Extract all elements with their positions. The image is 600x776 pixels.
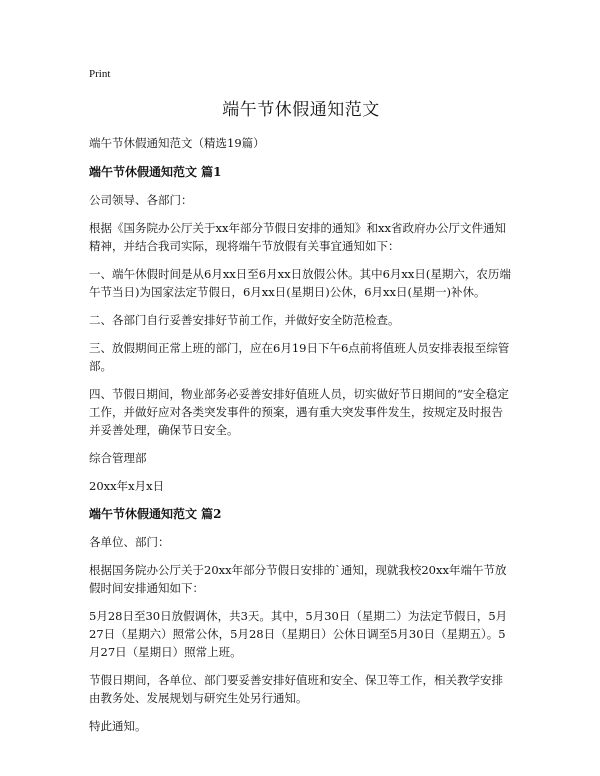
paragraph: 公司领导、各部门： bbox=[89, 193, 193, 207]
signature-department: 综合管理部 bbox=[89, 451, 147, 465]
signature-date: 20xx年x月x日 bbox=[89, 479, 165, 493]
section-2 bbox=[89, 505, 513, 735]
section-1 bbox=[89, 163, 513, 495]
paragraph: 特此通知。 bbox=[89, 719, 147, 733]
section-heading: 端午节休假通知范文 篇2 bbox=[89, 507, 222, 521]
paragraph: 各单位、部门： bbox=[89, 535, 170, 549]
document-subtitle: 端午节休假通知范文（精选19篇） bbox=[89, 136, 265, 150]
section-heading: 端午节休假通知范文 篇1 bbox=[89, 165, 222, 179]
print-label: Print bbox=[89, 68, 111, 80]
paragraph: 二、各部门自行妥善安排好节前工作，并做好安全防范检查。 bbox=[89, 313, 400, 327]
document-page bbox=[89, 66, 513, 745]
paragraph: 节假日期间，各单位、部门要妥善安排好值班和安全、保卫等工作，相关教学安排由教务处、发展规划与研究生处另行通知。 bbox=[89, 673, 503, 705]
paragraph: 根据《国务院办公厅关于xx年部分节假日安排的通知》和xx省政府办公厅文件通知精神，并结合我司实际，现将端午节放假有关事宜通知如下： bbox=[89, 221, 506, 253]
paragraph: 四、节假日期间，物业部务必妥善安排好值班人员，切实做好节日期间的“安全稳定工作，并做好应对各类突发事件的预案，遇有重大突发事件发生，按规定及时报告并妥善处理，确保节日安全。 bbox=[89, 387, 509, 437]
document-title: 端午节休假通知范文 bbox=[222, 100, 380, 120]
paragraph: 根据国务院办公厅关于20xx年部分节假日安排的`通知，现就我校20xx年端午节放假时间安排通知如下： bbox=[89, 563, 507, 595]
paragraph: 三、放假期间正常上班的部门，应在6月19日下午6点前将值班人员安排表报至综管部。 bbox=[89, 341, 510, 373]
paragraph: 5月28日至30日放假调休，共3天。其中，5月30日（星期二）为法定节假日，5月27日（星期六）照常公休，5月28日（星期日）公休日调至5月30日（星期五）。5月27日（星期日）照常上班。 bbox=[89, 609, 508, 659]
paragraph: 一、端午休假时间是从6月xx日至6月xx日放假公休。其中6月xx日(星期六，农历端午节当日)为国家法定节假日，6月xx日(星期日)公休，6月xx日(星期一)补休。 bbox=[89, 267, 511, 299]
